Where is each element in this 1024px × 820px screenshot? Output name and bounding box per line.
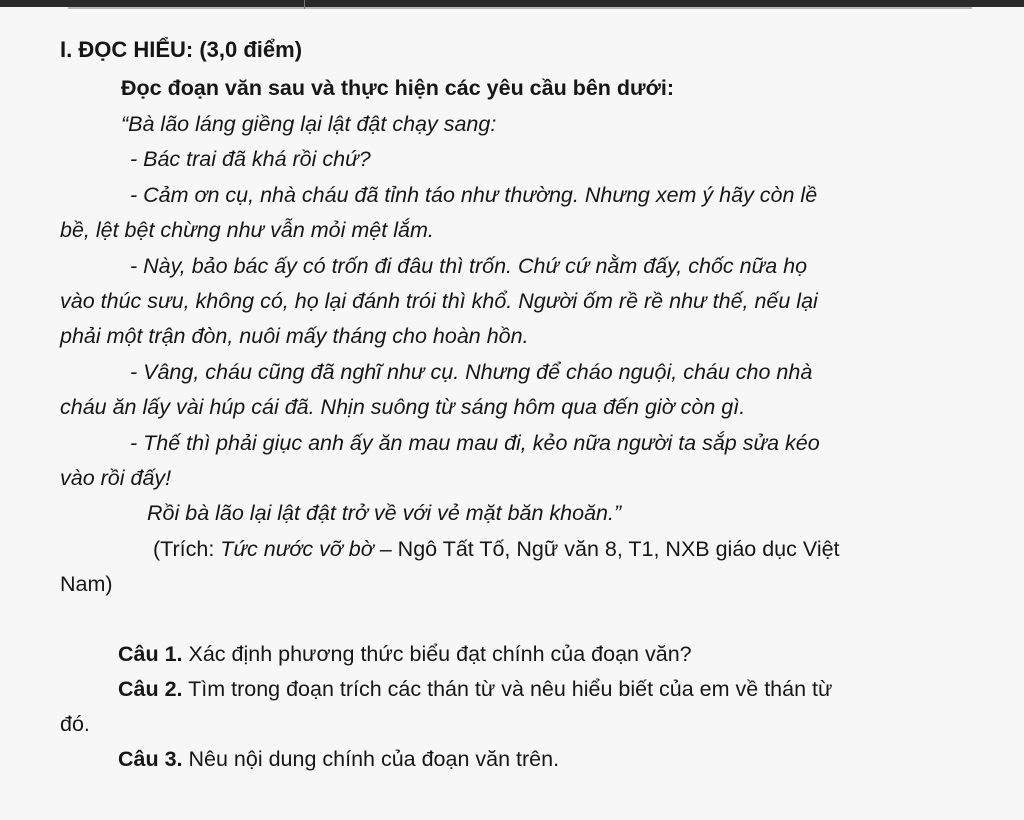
citation-work-title: Tức nước vỡ bờ [220, 537, 374, 561]
passage-line: cháu ăn lấy vài húp cái đã. Nhịn suông từ sáng hôm qua đến giờ còn gì. [60, 395, 746, 419]
citation-open: (Trích: [153, 537, 221, 561]
citation-rest: – Ngô Tất Tố, Ngữ văn 8, T1, NXB giáo dục Việt [373, 537, 840, 561]
passage-line: - Này, bảo bác ấy có trốn đi đâu thì trốn. Chứ cứ nằm đấy, chốc nữa họ [130, 254, 808, 278]
question-3 [118, 746, 559, 772]
passage-line: - Bác trai đã khá rồi chứ? [130, 147, 371, 171]
passage-line: vào rồi đấy! [60, 466, 172, 490]
passage-line: - Thế thì phải giục anh ấy ăn mau mau đi, kẻo nữa người ta sắp sửa kéo [130, 431, 820, 455]
citation-end: Nam) [60, 572, 113, 596]
instruction: Đọc đoạn văn sau và thực hiện các yêu cầu bên dưới: [121, 76, 675, 100]
passage-line: Rồi bà lão lại lật đật trở về với vẻ mặt băn khoăn.” [147, 501, 622, 525]
question-2-continuation: đó. [60, 712, 90, 736]
question-1 [118, 641, 692, 667]
section-title: I. ĐỌC HIỂU: (3,0 điểm) [60, 37, 303, 62]
passage-line: bề, lệt bệt chừng như vẫn mỏi mệt lắm. [60, 218, 434, 242]
question-label: Câu 1. [118, 642, 183, 666]
question-label: Câu 2. [118, 677, 183, 701]
question-label: Câu 3. [118, 747, 183, 771]
passage-line: - Cảm ơn cụ, nhà cháu đã tỉnh táo như thường. Nhưng xem ý hãy còn lề [130, 183, 818, 207]
passage-line: - Vâng, cháu cũng đã nghĩ như cụ. Nhưng để cháo nguội, cháu cho nhà [130, 360, 813, 384]
passage-line: “Bà lão láng giềng lại lật đật chạy sang: [121, 112, 497, 136]
passage-line: vào thúc sưu, không có, họ lại đánh trói thì khổ. Người ốm rề rề như thế, nếu lại [60, 289, 818, 313]
question-2 [118, 676, 832, 702]
question-text: Nêu nội dung chính của đoạn văn trên. [182, 747, 560, 771]
passage-line: phải một trận đòn, nuôi mấy tháng cho hoàn hồn. [60, 324, 529, 348]
question-text: Tìm trong đoạn trích các thán từ và nêu hiểu biết của em về thán từ [182, 677, 833, 701]
question-text: Xác định phương thức biểu đạt chính của đoạn văn? [182, 642, 692, 666]
citation [153, 536, 840, 562]
